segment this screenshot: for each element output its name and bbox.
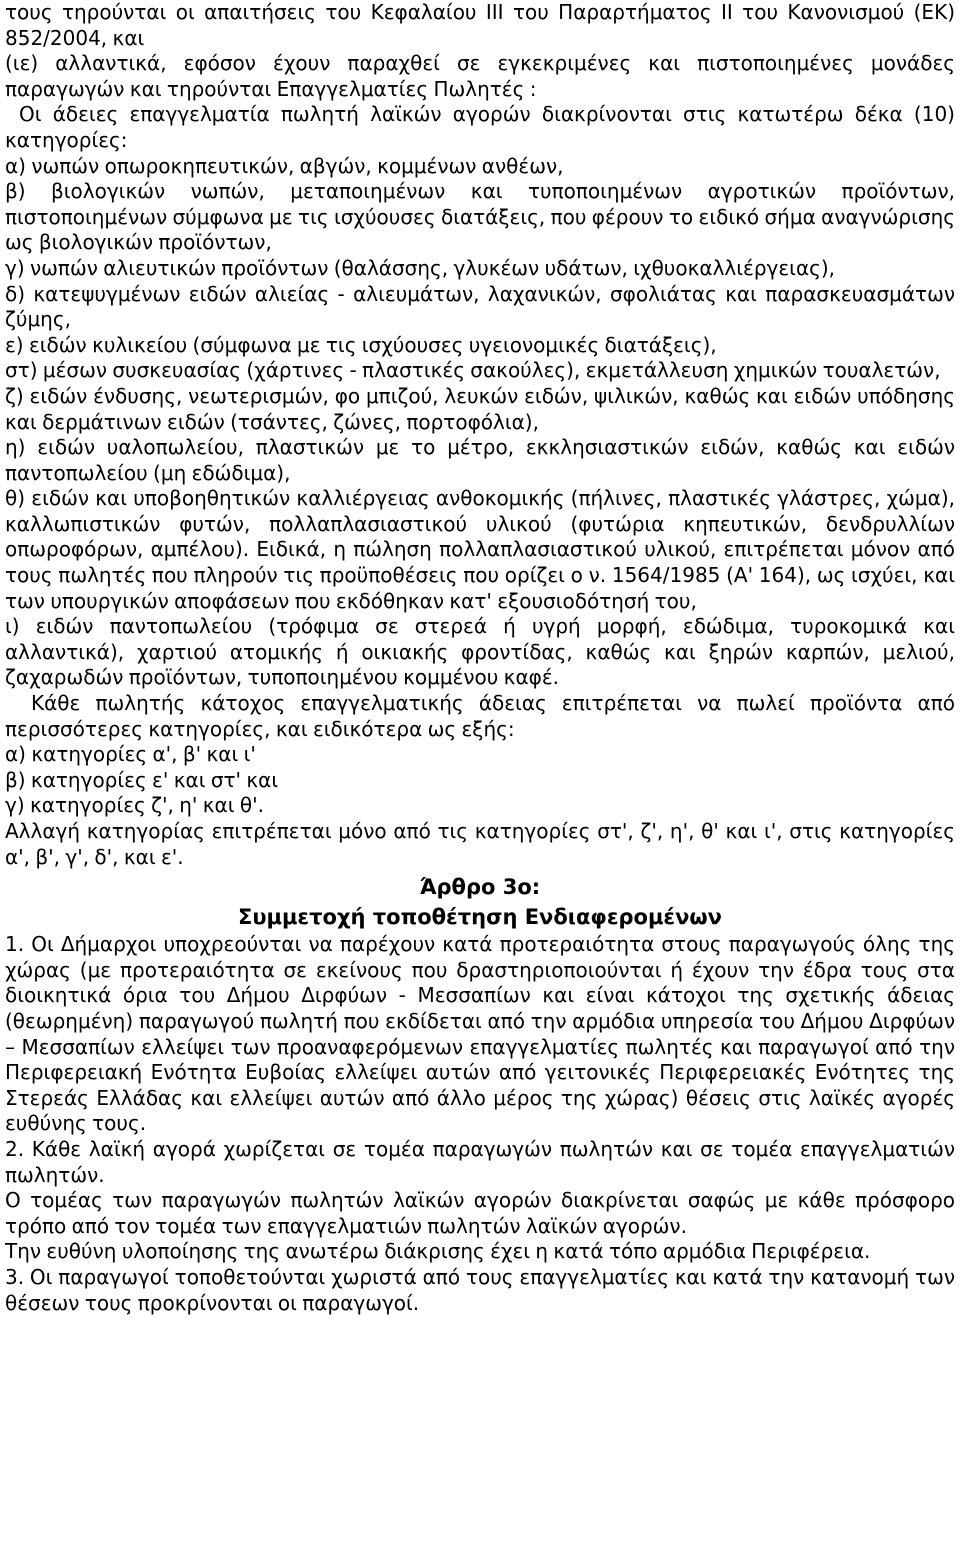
list-item: θ) ειδών και υποβοηθητικών καλλιέργειας ανθοκομικής (πήλινες, πλαστικές γλάστρες, χώμα), καλλωπιστικών φυτών, πολλαπλασιαστικού υλικού (φυτώρια κηπευτικών, δενδρυλλίων οπωροφόρων, αμπέλου). Ειδικά, η πώληση πολλαπλασιαστικού υλικού, επιτρέπεται μόνον από τους πωλητές που πληρούν τις προϋποθέσεις που ορίζει ο ν. 1564/1985 (Α' 164), ως ισχύει, και των υπουργικών αποφάσεων που εκδόθηκαν κατ' εξουσιοδότησή του, [5, 486, 955, 613]
paragraph: 1. Οι Δήμαρχοι υποχρεούνται να παρέχουν κατά προτεραιότητα στους παραγωγούς όλης της χώρας (με προτεραιότητα σε εκείνους που δραστηριοποιούνται ή έχουν την έδρα τους στα διοικητικά όρια του Δήμου Διρφύων - Μεσσαπίων και είναι κάτοχοι της σχετικής άδειας (θεωρημένη) παραγωγού πωλητή που εκδίδεται από την αρμόδια υπηρεσία του Δήμου Διρφύων – Μεσσαπίων ελλείψει των προαναφερόμενων επαγγελματίες πωλητές και παραγωγοί από την Περιφερειακή Ενότητα Ευβοίας ελλείψει αυτών από γειτονικές Περιφερειακές Ενότητες της Στερεάς Ελλάδας και ελλείψει αυτών από άλλο μέρος της χώρας) θέσεις στις λαϊκές αγορές ευθύνης τους. [5, 932, 955, 1136]
paragraph: τους τηρούνται οι απαιτήσεις του Κεφαλαίου ΙΙΙ του Παραρτήματος ΙΙ του Κανονισμού (ΕΚ) 852/2004, και [5, 0, 955, 50]
list-item: ζ) ειδών ένδυσης, νεωτερισμών, φο μπιζού, λευκών ειδών, ψιλικών, καθώς και ειδών υπόδησης και δερμάτινων ειδών (τσάντες, ζώνες, πορτοφόλια), [5, 383, 955, 434]
list-item: γ) νωπών αλιευτικών προϊόντων (θαλάσσης, γλυκέων υδάτων, ιχθυοκαλλιέργειας), [5, 255, 836, 280]
article-heading: Άρθρο 3ο: [419, 875, 541, 900]
paragraph: (ιε) αλλαντικά, εφόσον έχουν παραχθεί σε εγκεκριμένες και πιστοποιημένες μονάδες παραγωγών και τηρούνται Επαγγελματίες Πωλητές : [5, 51, 955, 101]
paragraph: 2. Κάθε λαϊκή αγορά χωρίζεται σε τομέα παραγωγών πωλητών και σε τομέα επαγγελματιών πωλητών. [5, 1136, 955, 1187]
article-subheading: Συμμετοχή τοποθέτηση Ενδιαφερομένων [238, 905, 722, 930]
paragraph: Οι άδειες επαγγελματία πωλητή λαϊκών αγορών διακρίνονται στις κατωτέρω δέκα (10) κατηγορίες: [5, 102, 955, 152]
paragraph: Ο τομέας των παραγωγών πωλητών λαϊκών αγορών διακρίνεται σαφώς με κάθε πρόσφορο τρόπο από τον τομέα των επαγγελματιών πωλητών λαϊκών αγορών. [5, 1188, 955, 1238]
list-item: δ) κατεψυγμένων ειδών αλιείας - αλιευμάτων, λαχανικών, σφολιάτας και παρασκευασμάτων ζύμης, [5, 281, 955, 332]
list-item: α) κατηγορίες α', β' και ι' [5, 742, 256, 767]
list-item: α) νωπών οπωροκηπευτικών, αβγών, κομμένων ανθέων, [5, 153, 564, 178]
list-item: στ) μέσων συσκευασίας (χάρτινες - πλαστικές σακούλες), εκμετάλλευση χημικών τουαλετών, [5, 358, 941, 383]
paragraph: Την ευθύνη υλοποίησης της ανωτέρω διάκρισης έχει η κατά τόπο αρμόδια Περιφέρεια. [5, 1239, 871, 1264]
paragraph: 3. Οι παραγωγοί τοποθετούνται χωριστά από τους επαγγελματίες και κατά την κατανομή των θέσεων τους προκρίνονται οι παραγωγοί. [5, 1264, 955, 1315]
paragraph: Κάθε πωλητής κάτοχος επαγγελματικής άδειας επιτρέπεται να πωλεί προϊόντα από περισσότερες κατηγορίες, και ειδικότερα ως εξής: [5, 691, 955, 741]
list-item: ε) ειδών κυλικείου (σύμφωνα με τις ισχύουσες υγειονομικές διατάξεις), [5, 332, 717, 357]
list-item: ι) ειδών παντοπωλείου (τρόφιμα σε στερεά ή υγρή μορφή, εδώδιμα, τυροκομικά και αλλαντικά), χαρτιού ατομικής ή οικιακής φροντίδας, καθώς και ξηρών καρπών, μελιού, ζαχαρωδών προϊόντων, τυποποιημένου κομμένου καφέ. [5, 614, 955, 690]
list-item: η) ειδών υαλοπωλείου, πλαστικών με το μέτρο, εκκλησιαστικών ειδών, καθώς και ειδών παντοπωλείου (μη εδώδιμα), [5, 435, 955, 485]
paragraph: Αλλαγή κατηγορίας επιτρέπεται μόνο από τις κατηγορίες στ', ζ', η', θ' και ι', στις κατηγορίες α', β', γ', δ', και ε'. [5, 819, 955, 869]
list-item: β) κατηγορίες ε' και στ' και [5, 767, 279, 792]
list-item: γ) κατηγορίες ζ', η' και θ'. [5, 793, 264, 818]
list-item: β) βιολογικών νωπών, μεταποιημένων και τυποποιημένων αγροτικών προϊόντων, πιστοποιημένων σύμφωνα με τις ισχύουσες διατάξεις, που φέρουν το ειδικό σήμα αναγνώρισης ως βιολογικών προϊόντων, [5, 179, 955, 255]
